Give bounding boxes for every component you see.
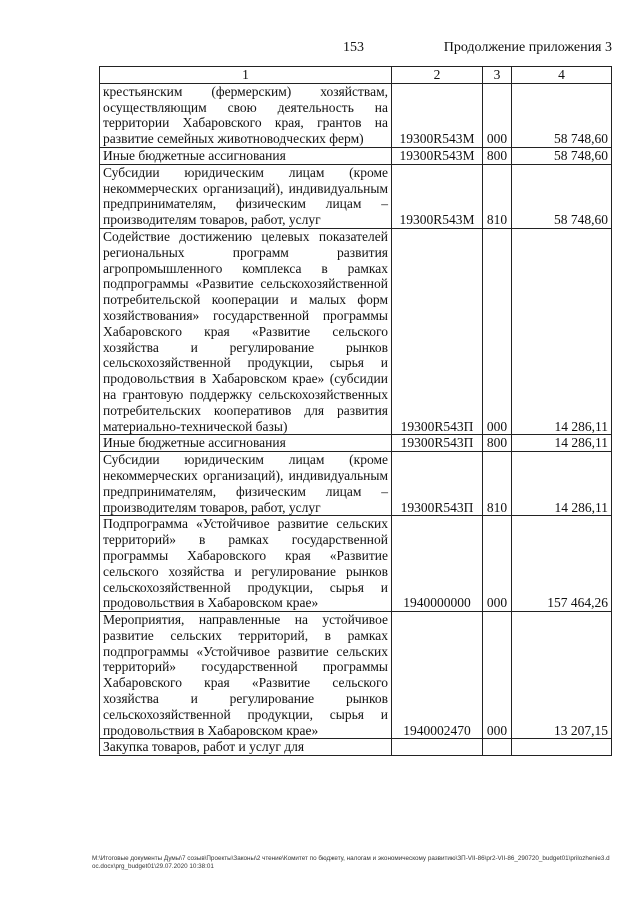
row-target-code: 1940000000 xyxy=(392,516,483,612)
row-amount: 58 748,60 xyxy=(512,83,612,147)
row-amount: 13 207,15 xyxy=(512,612,612,739)
table-row xyxy=(100,164,612,228)
row-expense-type: 000 xyxy=(483,83,512,147)
row-description: Иные бюджетные ассигнования xyxy=(100,435,392,452)
column-header: 1 xyxy=(100,67,392,84)
column-header: 4 xyxy=(512,67,612,84)
row-target-code: 19300R543M xyxy=(392,147,483,164)
budget-table xyxy=(99,66,612,756)
table-row xyxy=(100,147,612,164)
row-expense-type: 800 xyxy=(483,147,512,164)
row-expense-type: 000 xyxy=(483,516,512,612)
row-expense-type: 000 xyxy=(483,612,512,739)
table-row xyxy=(100,612,612,739)
row-target-code xyxy=(392,739,483,756)
row-target-code: 19300R543M xyxy=(392,164,483,228)
row-amount: 157 464,26 xyxy=(512,516,612,612)
appendix-continuation-label: Продолжение приложения 3 xyxy=(443,40,612,55)
table-row xyxy=(100,516,612,612)
table-row xyxy=(100,83,612,147)
row-description: Подпрограмма «Устойчивое развитие сельских территорий» в рамках государственной программы Хабаровского края «Развитие сельского хозяйства и регулирование рынков сельскохозяйственной продукции, сырья и продовольствия в Хабаровском крае» xyxy=(100,516,392,612)
row-target-code: 19300R543M xyxy=(392,83,483,147)
row-expense-type: 800 xyxy=(483,435,512,452)
row-amount: 14 286,11 xyxy=(512,228,612,434)
column-header: 2 xyxy=(392,67,483,84)
row-target-code: 19300R543П xyxy=(392,228,483,434)
row-amount: 14 286,11 xyxy=(512,435,612,452)
table-row xyxy=(100,228,612,434)
table-row xyxy=(100,739,612,756)
row-description: Закупка товаров, работ и услуг для xyxy=(100,739,392,756)
table-header-row xyxy=(100,67,612,84)
file-path-footer: M:\Итоговые документы Думы\7 созыв\Проекты\Законы\2 чтение\Комитет по бюджету, налогам и экономическому развитию\ЗП-VII-86\pr2-VII-86_290720_budget01\prilozhenie3.doc.docx\prg_budget01\29.07.2020 10:38:01 xyxy=(92,855,610,870)
row-description: Субсидии юридическим лицам (кроме некоммерческих организаций), индивидуальным предпринимателям, физическим лицам – производителям товаров, работ, услуг xyxy=(100,452,392,516)
table-row xyxy=(100,452,612,516)
row-description: крестьянским (фермерским) хозяйствам, осуществляющим свою деятельность на территории Хабаровского края, грантов на развитие семейных животноводческих ферм) xyxy=(100,83,392,147)
row-amount: 14 286,11 xyxy=(512,452,612,516)
row-amount xyxy=(512,739,612,756)
row-description: Субсидии юридическим лицам (кроме некоммерческих организаций), индивидуальным предпринимателям, физическим лицам – производителям товаров, работ, услуг xyxy=(100,164,392,228)
column-header: 3 xyxy=(483,67,512,84)
row-target-code: 19300R543П xyxy=(392,452,483,516)
row-expense-type: 810 xyxy=(483,452,512,516)
page-number: 153 xyxy=(343,40,364,55)
row-amount: 58 748,60 xyxy=(512,164,612,228)
row-target-code: 1940002470 xyxy=(392,612,483,739)
table-row xyxy=(100,435,612,452)
row-expense-type: 000 xyxy=(483,228,512,434)
row-target-code: 19300R543П xyxy=(392,435,483,452)
row-description: Иные бюджетные ассигнования xyxy=(100,147,392,164)
row-description: Содействие достижению целевых показателей региональных программ развития агропромышленного комплекса в рамках подпрограммы «Развитие сельскохозяйственной потребительской кооперации и малых форм хозяйствования» государственной программы Хабаровского края «Развитие сельского хозяйства и регулирование рынков сельскохозяйственной продукции, сырья и продовольствия в Хабаровском крае» (субсидии на грантовую поддержку сельскохозяйственных потребительских кооперативов для развития материально-технической базы) xyxy=(100,228,392,434)
row-description: Мероприятия, направленные на устойчивое развитие сельских территорий, в рамках подпрограммы «Устойчивое развитие сельских территорий» государственной программы Хабаровского края «Развитие сельского хозяйства и регулирование рынков сельскохозяйственной продукции, сырья и продовольствия в Хабаровском крае» xyxy=(100,612,392,739)
row-expense-type: 810 xyxy=(483,164,512,228)
row-amount: 58 748,60 xyxy=(512,147,612,164)
row-expense-type xyxy=(483,739,512,756)
